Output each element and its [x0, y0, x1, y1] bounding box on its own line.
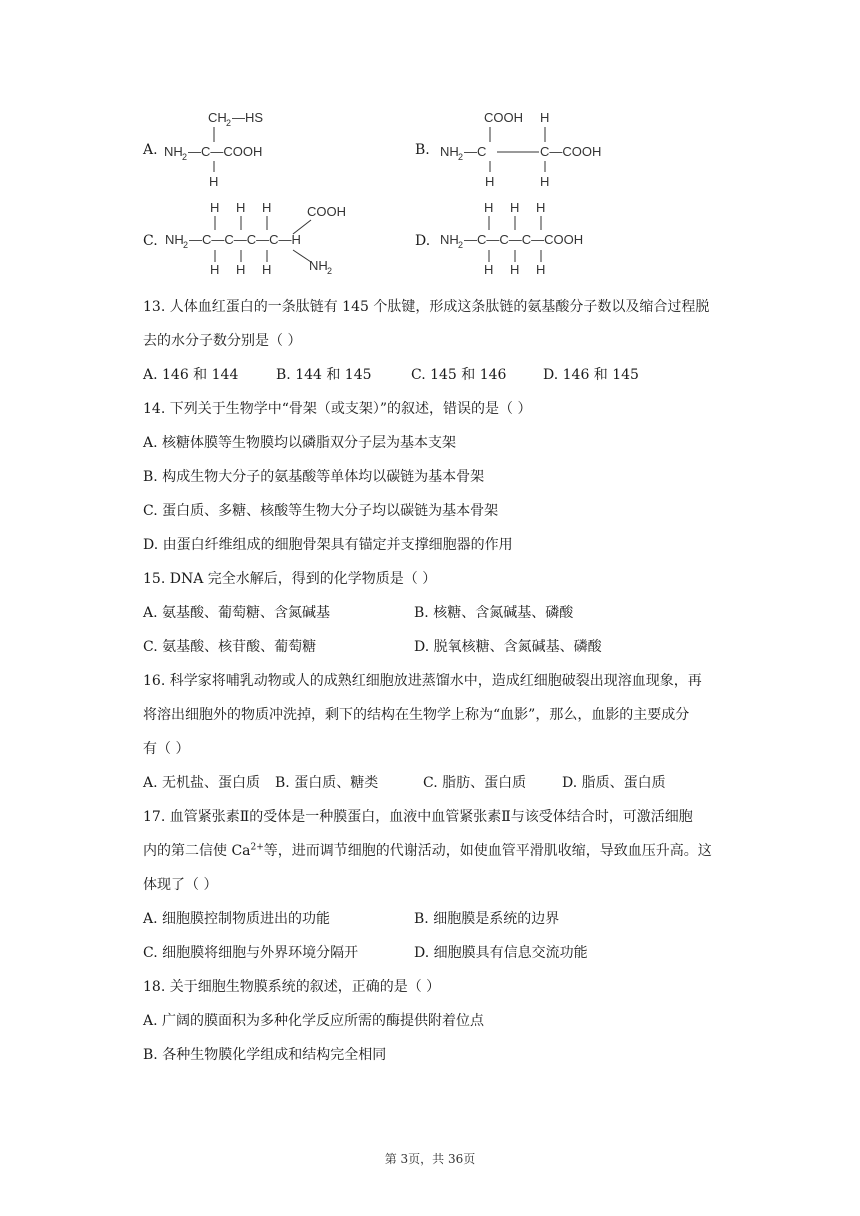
- q13-option-c[interactable]: C. 145 和 146: [411, 367, 507, 383]
- q17-option-c[interactable]: C. 细胞膜将细胞与外界环境分隔开: [143, 945, 359, 961]
- q17-stem-line3: 体现了（ ）: [143, 877, 218, 893]
- q15-option-a[interactable]: A. 氨基酸、葡萄糖、含氮碱基: [143, 605, 331, 621]
- option-d-label: D.: [415, 233, 431, 249]
- svg-text:—HS: —HS: [232, 110, 264, 125]
- svg-text:—C—C—C—C—H: —C—C—C—C—H: [189, 232, 301, 247]
- svg-text:H: H: [236, 262, 246, 277]
- svg-text:COOH: COOH: [484, 110, 523, 125]
- svg-text:H: H: [210, 200, 220, 215]
- svg-text:H: H: [210, 262, 220, 277]
- svg-text:H: H: [262, 200, 272, 215]
- q17-stem-line1: 17. 血管紧张素Ⅱ的受体是一种膜蛋白，血液中血管紧张素Ⅱ与该受体结合时，可激活细胞: [143, 809, 693, 825]
- svg-text:H: H: [540, 110, 550, 125]
- svg-text:C—COOH: C—COOH: [540, 144, 602, 159]
- svg-text:NH: NH: [165, 232, 184, 247]
- svg-text:H: H: [262, 262, 272, 277]
- svg-text:NH: NH: [440, 144, 459, 159]
- svg-text:2: 2: [458, 240, 464, 250]
- q14-option-b[interactable]: B. 构成生物大分子的氨基酸等单体均以碳链为基本骨架: [143, 469, 485, 485]
- q16-stem-line3: 有（ ）: [143, 741, 190, 757]
- q16-option-a[interactable]: A. 无机盐、蛋白质: [143, 775, 261, 791]
- svg-text:—C: —C: [464, 144, 487, 159]
- svg-text:2: 2: [458, 152, 464, 162]
- svg-text:COOH: COOH: [307, 204, 346, 219]
- calcium-charge: 2+: [250, 842, 264, 853]
- svg-text:H: H: [484, 200, 494, 215]
- q13-option-b[interactable]: B. 144 和 145: [276, 367, 372, 383]
- q17-option-d[interactable]: D. 细胞膜具有信息交流功能: [414, 945, 588, 961]
- q13-option-d[interactable]: D. 146 和 145: [543, 367, 639, 383]
- svg-text:2: 2: [183, 240, 189, 250]
- svg-text:2: 2: [226, 118, 232, 128]
- svg-text:H: H: [510, 262, 520, 277]
- formula-c: [163, 198, 363, 278]
- q14-option-a[interactable]: A. 核糖体膜等生物膜均以磷脂双分子层为基本支架: [143, 435, 457, 451]
- svg-text:H: H: [484, 262, 494, 277]
- svg-text:—C—COOH: —C—COOH: [188, 144, 263, 159]
- svg-text:2: 2: [327, 266, 333, 276]
- q15-option-c[interactable]: C. 氨基酸、核苷酸、葡萄糖: [143, 639, 317, 655]
- svg-text:—C—C—C—COOH: —C—C—C—COOH: [464, 232, 584, 247]
- q16-option-b[interactable]: B. 蛋白质、糖类: [275, 775, 379, 791]
- option-a-label: A.: [143, 142, 158, 158]
- q13-stem-line2: 去的水分子数分别是（ ）: [143, 333, 302, 349]
- q13-option-a[interactable]: A. 146 和 144: [143, 367, 239, 383]
- q15-stem: 15. DNA 完全水解后，得到的化学物质是（ ）: [143, 571, 437, 587]
- q16-stem-line1: 16. 科学家将哺乳动物或人的成熟红细胞放进蒸馏水中，造成红细胞破裂出现溶血现象，再: [143, 673, 702, 689]
- q15-option-b[interactable]: B. 核糖、含氮碱基、磷酸: [414, 605, 574, 621]
- q14-stem: 14. 下列关于生物学中“骨架（或支架）”的叙述，错误的是（ ）: [143, 401, 532, 417]
- svg-text:CH: CH: [208, 110, 227, 125]
- svg-text:NH: NH: [164, 144, 183, 159]
- q14-option-c[interactable]: C. 蛋白质、多糖、核酸等生物大分子均以碳链为基本骨架: [143, 503, 499, 519]
- svg-text:H: H: [236, 200, 246, 215]
- q15-option-d[interactable]: D. 脱氧核糖、含氮碱基、磷酸: [414, 639, 602, 655]
- q17-stem-line2: 内的第二信使 $Ca^{2+}$等，进而调节细胞的代谢活动，如使血管平滑肌收缩，导致血压升高。这: [143, 842, 712, 859]
- q18-stem: 18. 关于细胞生物膜系统的叙述，正确的是（ ）: [143, 979, 441, 995]
- q13-stem-line1: 13. 人体血红蛋白的一条肽链有 145 个肽键，形成这条肽链的氨基酸分子数以及缩合过程脱: [143, 299, 710, 315]
- svg-text:NH: NH: [440, 232, 459, 247]
- formula-a: [160, 106, 310, 190]
- svg-text:H: H: [510, 200, 520, 215]
- page-number: 第 3页，共 36页: [384, 1152, 476, 1166]
- q16-option-d[interactable]: D. 脂质、蛋白质: [562, 775, 666, 791]
- svg-text:2: 2: [182, 152, 188, 162]
- q16-stem-line2: 将溶出细胞外的物质冲洗掉，剩下的结构在生物学上称为“血影”，那么，血影的主要成分: [143, 707, 690, 723]
- q18-option-b[interactable]: B. 各种生物膜化学组成和结构完全相同: [143, 1047, 387, 1063]
- formula-b: [436, 106, 626, 190]
- option-b-label: B.: [415, 142, 430, 158]
- option-c-label: C.: [143, 233, 158, 249]
- q17-option-b[interactable]: B. 细胞膜是系统的边界: [414, 911, 560, 927]
- q18-option-a[interactable]: A. 广阔的膜面积为多种化学反应所需的酶提供附着位点: [143, 1013, 485, 1029]
- formula-d: [436, 198, 626, 278]
- svg-text:H: H: [540, 174, 550, 189]
- svg-text:H: H: [485, 174, 495, 189]
- q16-option-c[interactable]: C. 脂肪、蛋白质: [423, 775, 527, 791]
- svg-text:H: H: [536, 262, 546, 277]
- svg-text:NH: NH: [309, 258, 328, 273]
- q14-option-d[interactable]: D. 由蛋白纤维组成的细胞骨架具有锚定并支撑细胞器的作用: [143, 537, 513, 553]
- svg-text:H: H: [209, 174, 219, 189]
- svg-text:H: H: [536, 200, 546, 215]
- q17-option-a[interactable]: A. 细胞膜控制物质进出的功能: [143, 911, 331, 927]
